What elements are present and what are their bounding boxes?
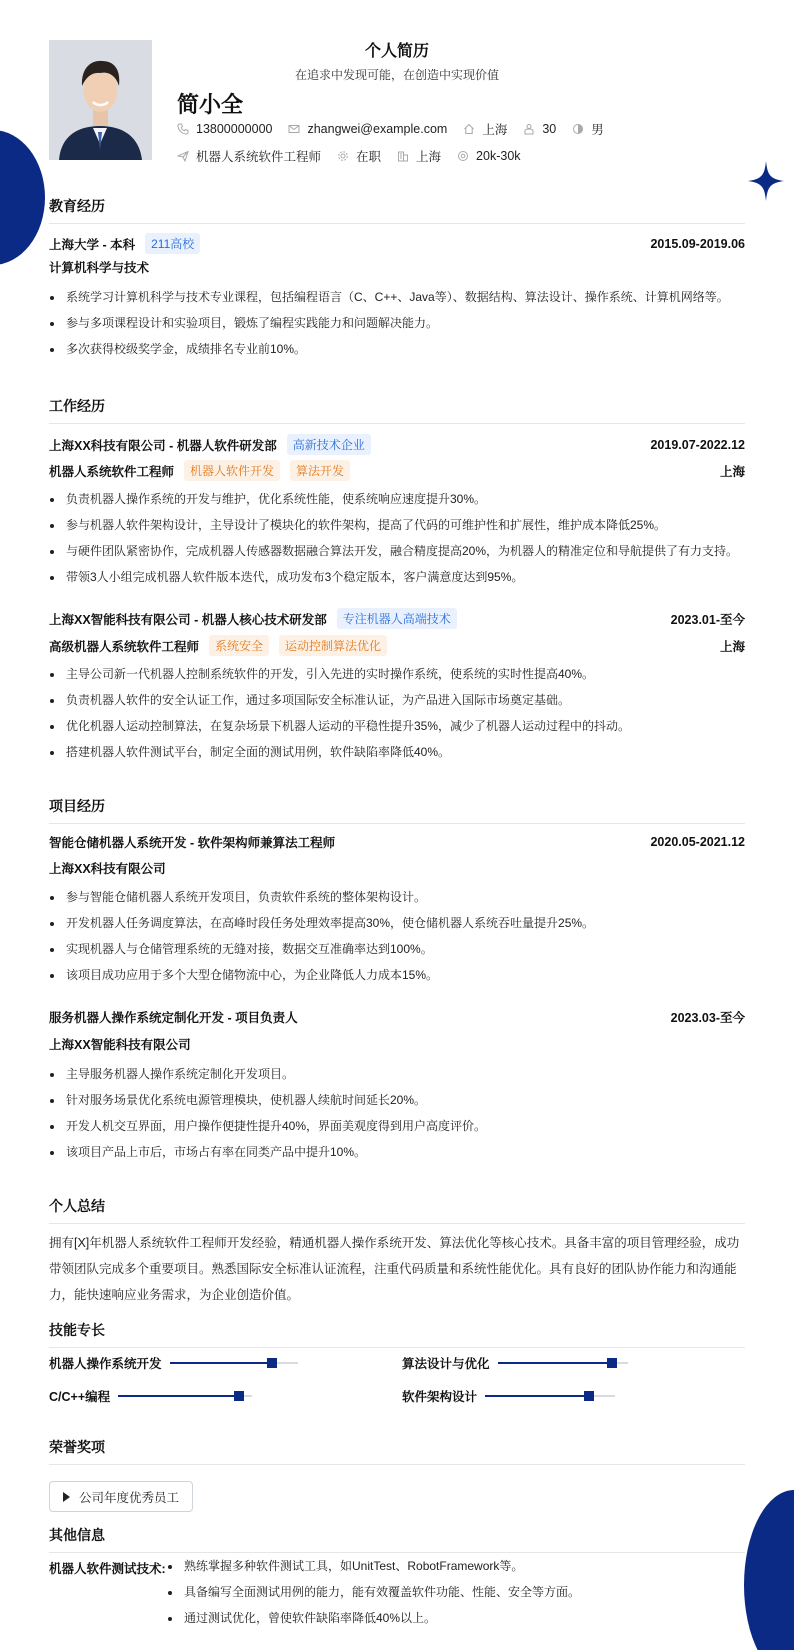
status-item [337,147,381,165]
list-item: 主导公司新一代机器人控制系统软件的开发，引入先进的实时操作系统，使系统的实时性提高40%。 [49,667,745,693]
status-text: 在职 [356,150,382,164]
list-item: 熟练掌握多种软件测试工具，如UnitTest、RobotFramework等。 [167,1559,727,1585]
other-label: 机器人软件测试技术: [49,1562,166,1576]
candidate-name: 简小全 [177,92,244,117]
summary-section [49,1196,745,1302]
list-item: 多次获得校级奖学金，成绩排名专业前10%。 [49,342,745,368]
other-bullets [167,1559,727,1637]
phone-item [177,122,272,136]
list-item: 针对服务场景优化系统电源管理模块，使机器人续航时间延长20%。 [49,1093,745,1119]
list-item: 参与机器人软件架构设计，主导设计了模块化的软件架构，提高了代码的可维护性和扩展性，维护成本降低25%。 [49,518,745,544]
job-location: 上海 [719,639,745,654]
work-section [49,396,745,759]
skill-tag: 算法开发 [290,460,350,481]
project-name: 智能仓储机器人系统开发 - 软件架构师兼算法工程师 [49,836,336,850]
project-name: 服务机器人操作系统定制化开发 - 项目负责人 [49,1011,298,1025]
project-company-row [49,1035,745,1053]
project-bullets [49,1067,745,1171]
major: 计算机科学与技术 [49,261,150,275]
skill-level-marker [607,1358,617,1368]
education-header [49,233,745,254]
gear-icon [337,150,349,162]
home-icon [463,123,475,135]
list-item: 实现机器人与仓储管理系统的无缝对接，数据交互准确率达到100%。 [49,942,745,968]
target-job-item [177,147,321,165]
project-company: 上海XX智能科技有限公司 [49,1038,191,1052]
skill-item [402,1387,615,1405]
skill-tag: 系统安全 [209,635,269,656]
target-job-text: 机器人系统软件工程师 [196,150,322,164]
project-header [49,833,745,851]
position-row [49,460,745,481]
project-period: 2023.03-至今 [670,1011,745,1025]
target-city-text: 上海 [416,150,442,164]
list-item: 参与智能仓储机器人系统开发项目，负责软件系统的整体架构设计。 [49,890,745,916]
list-item: 优化机器人运动控制算法，在复杂场景下机器人运动的平稳性提升35%，减少了机器人运动过程中的抖动。 [49,719,745,745]
gender-text: 男 [591,123,604,137]
job-period: 2023.01-至今 [670,612,745,627]
age-icon [523,123,535,135]
list-item: 具备编写全面测试用例的能力，能有效覆盖软件功能、性能、安全等方面。 [167,1585,727,1611]
list-item: 系统学习计算机科学与技术专业课程，包括编程语言（C、C++、Java等）、数据结构、算法设计、操作系统、计算机网络等。 [49,290,745,316]
section-title: 其他信息 [49,1525,745,1553]
phone-text: 13800000000 [196,122,273,136]
skill-bar [485,1395,615,1397]
job-bullets [49,492,745,596]
school-name: 上海大学 - 本科 [49,237,136,252]
motto: 在追求中发现可能，在创造中实现价值 [294,68,499,82]
skill-name: 算法设计与优化 [402,1357,490,1371]
company-name: 上海XX科技有限公司 - 机器人软件研发部 [49,438,277,453]
award-item [49,1481,193,1512]
education-section [49,196,745,356]
awards-section [49,1437,745,1505]
section-title: 个人总结 [49,1196,745,1224]
section-title: 教育经历 [49,196,745,224]
job-location: 上海 [719,464,745,479]
target-city-item [397,147,441,165]
skill-level-marker [267,1358,277,1368]
job-bullets [49,667,745,771]
list-item: 搭建机器人软件测试平台，制定全面的测试用例，软件缺陷率降低40%。 [49,745,745,771]
skill-bar [498,1362,628,1364]
skill-bar [118,1395,252,1397]
section-title: 荣誉奖项 [49,1437,745,1465]
building-icon [397,150,409,162]
project-bullets [49,890,745,994]
section-title: 工作经历 [49,396,745,424]
skill-level-marker [234,1391,244,1401]
contact-row [177,120,620,138]
summary-text: 拥有[X]年机器人系统软件工程师开发经验，精通机器人操作系统开发、算法优化等核心技术。具备丰富的项目管理经验，成功带领团队完成多个重要项目。熟悉国际安全标准认证流程，注重代码质量和系统性能优化。具有良好的团队协作能力和沟通能力，能快速响应业务需求，为企业创造价值。 [49,1236,740,1302]
salary-text: 20k-30k [476,149,521,163]
education-bullets [49,290,745,368]
list-item: 主导服务机器人操作系统定制化开发项目。 [49,1067,745,1093]
skill-name: 机器人操作系统开发 [49,1357,162,1371]
skill-bar [170,1362,298,1364]
company-tag: 专注机器人高端技术 [337,608,457,629]
education-period: 2015.09-2019.06 [650,236,745,251]
section-title: 技能专长 [49,1320,745,1348]
mail-icon [288,123,300,135]
award-text: 公司年度优秀员工 [79,1490,180,1505]
list-item: 带领3人小组完成机器人软件版本迭代，成功发布3个稳定版本，客户满意度达到95%。 [49,570,745,596]
section-title: 项目经历 [49,796,745,824]
skill-item [49,1354,298,1372]
gender-item [572,120,604,138]
major-row [49,258,745,276]
list-item: 与硬件团队紧密协作，完成机器人传感器数据融合算法开发，融合精度提高20%，为机器人的精准定位和导航提供了有力支持。 [49,544,745,570]
document-title: 个人简历 [364,43,429,60]
list-item: 开发机器人任务调度算法，在高峰时段任务处理效率提高30%，使仓储机器人系统吞吐量提升25%。 [49,916,745,942]
skill-tag: 运动控制算法优化 [279,635,387,656]
age-item [523,122,556,136]
city-item [463,120,507,138]
phone-icon [177,123,189,135]
skill-name: 软件架构设计 [402,1390,478,1404]
list-item: 开发人机交互界面，用户操作便捷性提升40%，界面美观度得到用户高度评价。 [49,1119,745,1145]
skill-name: C/C++编程 [49,1390,111,1404]
list-item: 该项目成功应用于多个大型仓储物流中心，为企业降低人力成本15%。 [49,968,745,994]
email-text: zhangwei@example.com [307,122,448,136]
other-section [49,1525,745,1625]
email-item [288,122,447,136]
salary-item [457,149,520,163]
skill-item [402,1354,628,1372]
job-period: 2019.07-2022.12 [650,437,745,452]
city-text: 上海 [482,123,508,137]
send-icon [177,150,189,162]
age-text: 30 [542,122,557,136]
company-name: 上海XX智能科技有限公司 - 机器人核心技术研发部 [49,612,327,627]
salary-icon [457,150,469,162]
school-tag: 211高校 [145,233,200,254]
job-header [49,608,745,629]
company-tag: 高新技术企业 [287,434,371,455]
triangle-right-icon [63,1492,70,1502]
list-item: 该项目产品上市后，市场占有率在同类产品中提升10%。 [49,1145,745,1171]
position-title: 高级机器人系统软件工程师 [49,639,200,654]
position-title: 机器人系统软件工程师 [49,464,175,479]
intent-row [177,147,537,165]
project-company-row [49,859,745,877]
skill-tag: 机器人软件开发 [184,460,280,481]
projects-section [49,796,745,1159]
skills-section [49,1320,745,1404]
list-item: 负责机器人操作系统的开发与维护，优化系统性能，使系统响应速度提升30%。 [49,492,745,518]
position-row [49,635,745,656]
job-header [49,434,745,455]
list-item: 通过测试优化，曾使软件缺陷率降低40%以上。 [167,1611,727,1637]
project-company: 上海XX科技有限公司 [49,862,166,876]
skill-level-marker [584,1391,594,1401]
skill-item [49,1387,252,1405]
project-header [49,1008,745,1026]
project-period: 2020.05-2021.12 [650,835,745,849]
list-item: 参与多项课程设计和实验项目，锻炼了编程实践能力和问题解决能力。 [49,316,745,342]
gender-icon [572,123,584,135]
list-item: 负责机器人软件的安全认证工作，通过多项国际安全标准认证，为产品进入国际市场奠定基础。 [49,693,745,719]
